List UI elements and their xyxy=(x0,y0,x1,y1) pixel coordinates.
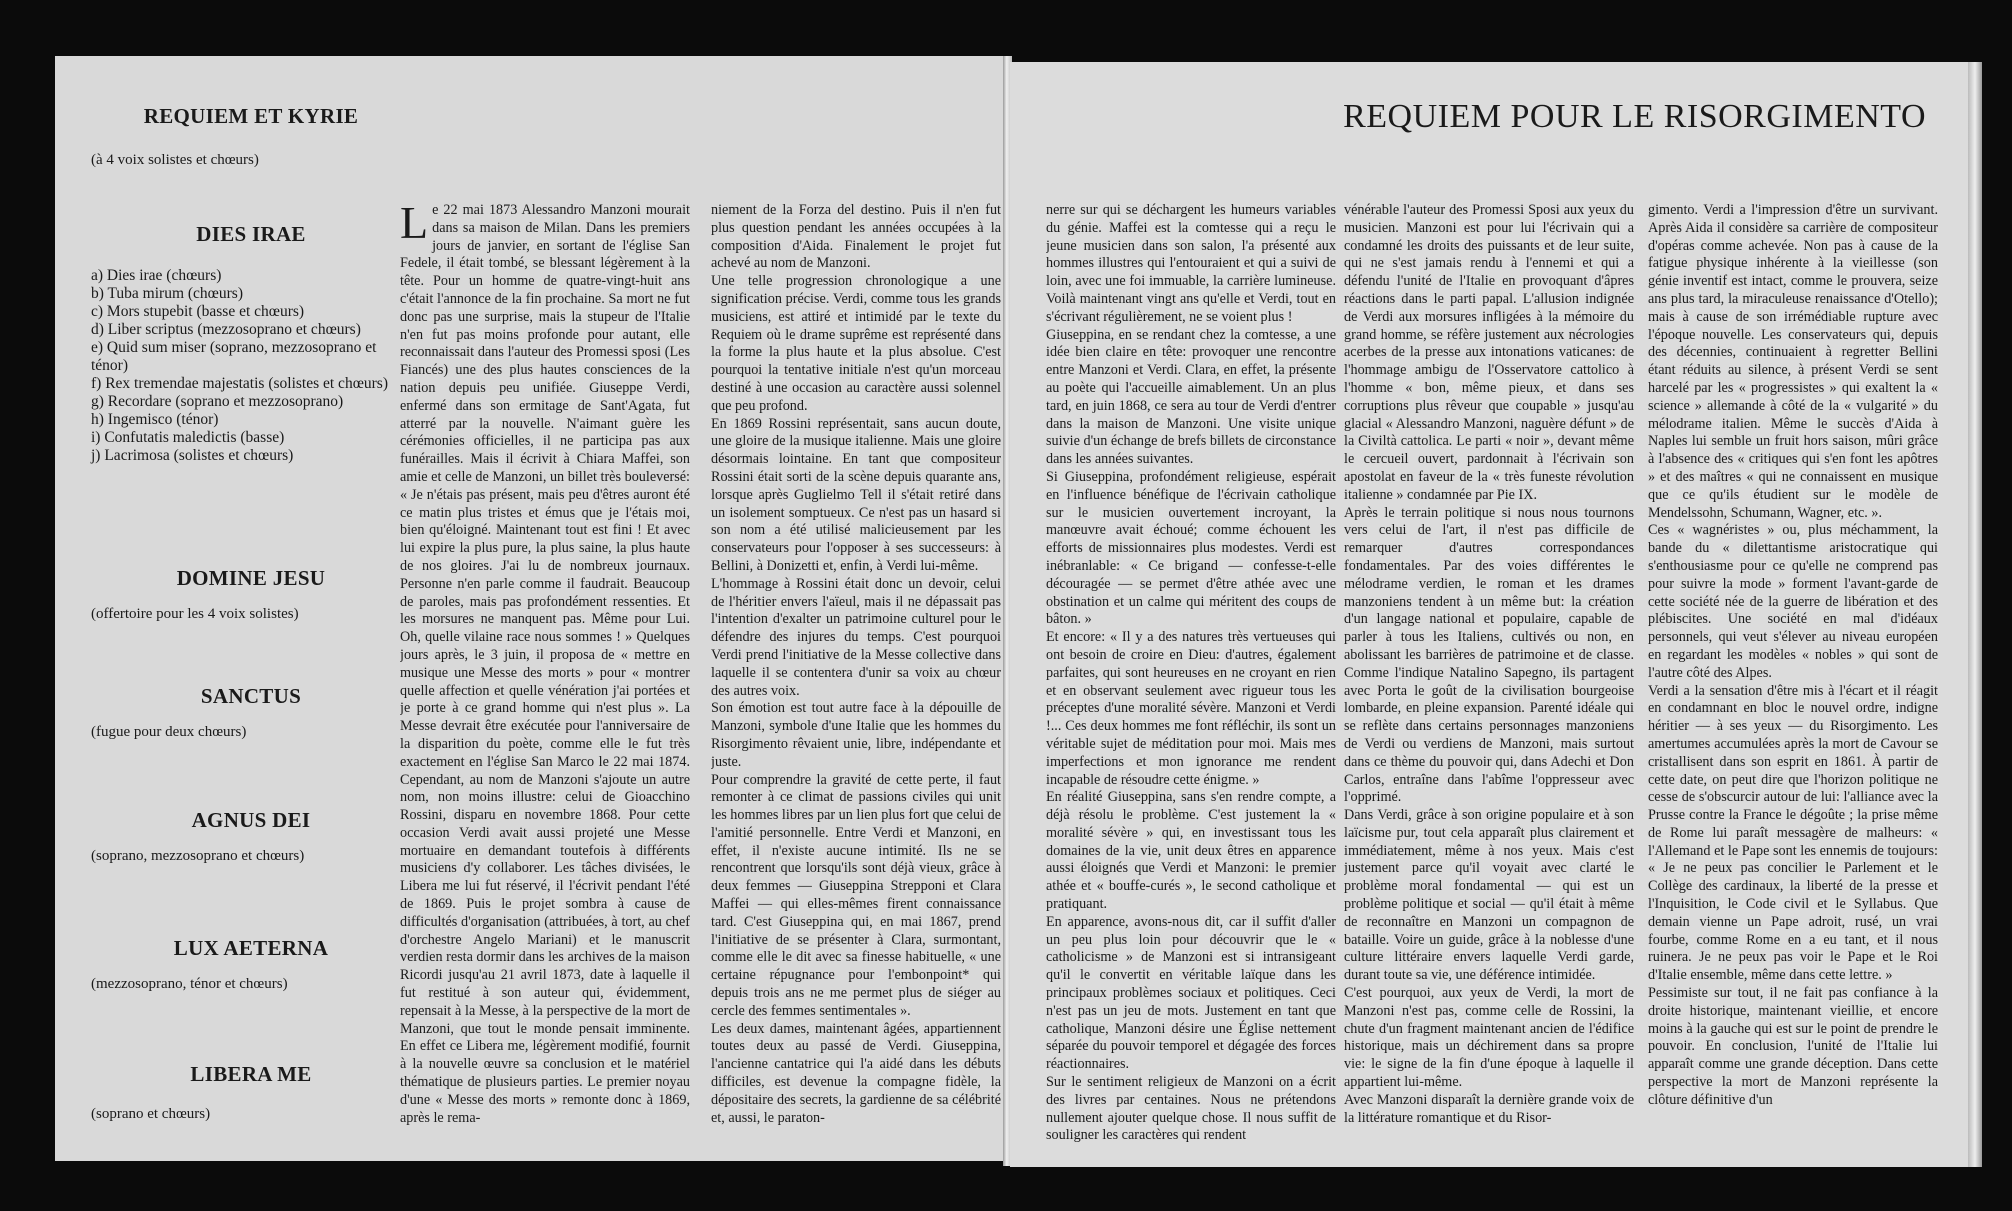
list-item: a) Dies irae (chœurs) xyxy=(91,267,222,284)
right-page xyxy=(1010,62,1968,1167)
paragraph: Son émotion est tout autre face à la dépouille de Manzoni, symbole d'une Italie que les hommes du Risorgimento rêvaient unie, libre, indépendante et juste. xyxy=(711,700,1001,770)
page-edge xyxy=(1968,62,1982,1167)
movement-title: LUX AETERNA xyxy=(173,936,329,960)
movement-libera-me xyxy=(91,1062,411,1124)
paragraph: En 1869 Rossini représentait, sans aucun doute, une gloire de la musique italienne. Mais une gloire désormais lointaine. En tant que compositeur Rossini était sorti de la scène depuis quarante ans, lorsque après Guglielmo Tell il s'était retiré dans un isolement somptueux. Ce n'est pas un hasard si son nom a été utilisé malicieusement par les conservateurs pour l'opposer à ses successeurs: à Bellini, à Donizetti et, enfin, à Verdi lui-même. xyxy=(711,415,1001,574)
paragraph: Les deux dames, maintenant âgées, appartiennent toutes deux au passé de Verdi. Giuseppina, l'ancienne cantatrice qui l'a aidé dans les débuts difficiles, est devenue la compagne fidèle, la dépositaire des secrets, la gardienne de sa célébrité et, aussi, le paraton- xyxy=(711,1020,1001,1126)
paragraph: niement de la Forza del destino. Puis il n'en fut plus question pendant les années occupées à la composition d'Aida. Finalement le projet fut achevé au nom de Manzoni. xyxy=(711,202,1001,272)
movement-lux-aeterna xyxy=(91,936,411,994)
movement-dies-irae xyxy=(91,222,411,465)
movement-title: SANCTUS xyxy=(200,684,302,708)
paragraph: Si Giuseppina, profondément religieuse, espérait en l'influence bénéfique de l'écrivain catholique sur le musicien ouvertement incroyant, la manœuvre avait échoué; comme échouent les efforts de missionnaires plus modestes. Verdi est inébranlable: « Ce brigand — confesse-t-elle découragée — se permet d'être athée avec une obstination et un calme qui méritent des coups de bâton. » xyxy=(1046,468,1336,628)
movement-domine-jesu xyxy=(91,566,411,624)
movement-subtitle: (soprano, mezzosoprano et chœurs) xyxy=(91,848,305,864)
movement-subtitle: (offertoire pour les 4 voix solistes) xyxy=(91,606,299,622)
paragraph: Pour comprendre la gravité de cette perte, il faut remonter à ce climat de passions civiles qui unit les hommes libres par un lien plus fort que celui de l'amitié personnelle. Entre Verdi et Manzoni, en effet, il n'existe aucune intimité. Ils ne se rencontrent que lorsqu'ils sont déjà vieux, grâce à deux femmes — Giuseppina Strepponi et Clara Maffei — qui elles-mêmes firent connaissance tard. C'est Giuseppina qui, en mai 1867, prend l'initiative de se présenter à Clara, surmontant, comme elle le dit avec sa finesse habituelle, « une certaine répugnance pour l'embonpoint* qui depuis trois ans ne me permet plus de siéger au cercle des femmes sentimentales ». xyxy=(711,771,1001,1019)
list-item: c) Mors stupebit (basse et chœurs) xyxy=(91,303,305,320)
list-item: g) Recordare (soprano et mezzosoprano) xyxy=(91,393,344,410)
list-item: i) Confutatis maledictis (basse) xyxy=(91,429,285,446)
list-item: e) Quid sum miser (soprano, mezzosoprano et ténor) xyxy=(91,339,377,374)
movement-title: REQUIEM ET KYRIE xyxy=(143,104,359,128)
movement-requiem-kyrie xyxy=(91,104,411,170)
drop-cap: L xyxy=(400,202,429,248)
movement-title: LIBERA ME xyxy=(190,1062,312,1086)
page-title: REQUIEM POUR LE RISORGIMENTO xyxy=(1343,98,1926,135)
paragraph: Pessimiste sur tout, il ne fait pas confiance à la droite historique, maintenant vieillie, et encore moins à la gauche qui est sur le point de prendre le pouvoir. En conclusion, l'unité de l'Italie lui apparaît comme une grande déception. Dans cette perspective la mort de Manzoni représente la clôture définitive d'un xyxy=(1648,985,1938,1108)
paragraph: gimento. Verdi a l'impression d'être un survivant. Après Aida il considère sa carrière de compositeur d'opéras comme achevée. Non pas à cause de la fatigue physique inhérente à la vieillesse (son génie inventif est intact, comme le prouvera, seize ans plus tard, la miraculeuse renaissance d'Otello); mais à cause de son irrémédiable rupture avec l'époque nouvelle. Les conservateurs qui, depuis des décennies, continuaient à regretter Bellini étant réduits au silence, à présent Verdi se sent harcelé par les « progressistes » qui exaltent la « science » allemande à côté de la « vulgarité » du mélodrame italien. Même le succès d'Aida à Naples lui semble un fruit hors saison, mûri grâce à l'absence des « critiques qui s'en font les apôtres » et des maîtres « qui ne connaissent en musique que ce qu'ils étudient sur le modèle de Mendelssohn, Schumann, Wagner, etc. ». xyxy=(1648,202,1938,521)
paragraph: Et encore: « Il y a des natures très vertueuses qui ont besoin de croire en Dieu: d'autres, également parfaites, qui sont heureuses en ne croyant en rien et en observant seulement avec rigueur tous les préceptes d'une moralité sévère. Manzoni et Verdi !... Ces deux hommes me font réfléchir, ils sont un véritable sujet de méditation pour moi. Mais mes imperfections et mon ignorance me rendent incapable de résoudre cette énigme. » xyxy=(1046,629,1336,788)
text-column-5 xyxy=(1648,202,1938,1152)
list-item: f) Rex tremendae majestatis (solistes et chœurs) xyxy=(91,375,388,392)
text-column-2 xyxy=(711,202,1001,1152)
paragraph: Ces « wagnéristes » ou, plus méchamment, la bande du « dilettantisme aristocratique qui s'enthousiasme pour ce qu'elle ne comprend pas pour suivre la mode » forment l'avant-garde de cette société née de la guerre de libération et des plébiscites. Une société en mal d'idéaux personnels, qui veut s'élever au niveau européen en regardant les modèles « nobles » qui sont de l'autre côté des Alpes. xyxy=(1648,522,1938,681)
text-column-1 xyxy=(400,202,690,1152)
dies-irae-list xyxy=(91,267,411,465)
text-column-3 xyxy=(1046,202,1336,1152)
list-item: h) Ingemisco (ténor) xyxy=(91,411,219,428)
movement-subtitle: (soprano et chœurs) xyxy=(91,1106,211,1122)
text-column-4 xyxy=(1344,202,1634,1152)
paragraph: vénérable l'auteur des Promessi Sposi aux yeux du musicien. Manzoni est pour lui l'écrivain qui a condamné les droits des puissants et de leur suite, qui ne s'est jamais rendu à l'ennemi et qui a défendu l'unité de l'Italie en provoquant d'âpres réactions dans le parti papal. L'allusion indignée de Verdi aux morsures infligées à la mémoire du grand homme, se réfère justement aux nécrologies acerbes de la presse aux intonations vaticanes: de l'hommage ambigu de l'Osservatore cattolico à l'homme « bon, même pieux, et dans ses corruptions plus rêveur que coupable » jusqu'au glacial « Alessandro Manzoni, naguère défunt » de la Civiltà cattolica. Le parti « noir », devant même le cercueil ouvert, pardonnait à l'écrivain son apostolat en faveur de la « très funeste révolution italienne » condamnée par Pie IX. xyxy=(1344,202,1634,503)
movement-sanctus xyxy=(91,684,411,742)
paragraph: C'est pourquoi, aux yeux de Verdi, la mort de Manzoni n'est pas, comme celle de Rossini, la chute d'un fragment maintenant ancien de l'édifice historique, mais un déchirement dans sa propre vie: le signe de la fin d'une époque à laquelle il appartient lui-même. xyxy=(1344,985,1634,1091)
movement-title: DOMINE JESU xyxy=(176,566,326,590)
paragraph: Giuseppina, en se rendant chez la comtesse, a une idée bien claire en tête: provoquer une rencontre entre Manzoni et Verdi. Clara, en effet, la présente au poète qui l'accueille aimablement. Un an plus tard, en juin 1868, ce sera au tour de Verdi d'entrer dans la maison de Manzoni. Une visite unique suivie d'un échange de brefs billets de circonstance dans les années suivantes. xyxy=(1046,326,1336,468)
paragraph: Sur le sentiment religieux de Manzoni on a écrit des livres par centaines. Nous ne prétendons nullement ajouter quelque chose. Il nous suffit de souligner les caractères qui rendent xyxy=(1046,1074,1336,1144)
movement-subtitle: (fugue pour deux chœurs) xyxy=(91,724,247,740)
paragraph: Une telle progression chronologique a une signification précise. Verdi, comme tous les grands musiciens, est attiré et intimidé par le texte du Requiem où le drame suprême est représenté dans la forme la plus haute et la plus absolue. C'est pourquoi la tentative initiale n'est qu'un morceau destiné à une occasion au caractère aussi solennel que peu profond. xyxy=(711,273,1001,414)
movement-agnus-dei xyxy=(91,808,411,866)
movement-title: DIES IRAE xyxy=(196,222,306,246)
movement-subtitle: (à 4 voix solistes et chœurs) xyxy=(91,152,259,168)
paragraph: Le 22 mai 1873 Alessandro Manzoni mourait dans sa maison de Milan. Dans les premiers jours de janvier, en sortant de l'église San Fedele, il était tombé, se blessant légèrement à la tête. Pour un homme de quatre-vingt-huit ans c'était l'annonce de la fin prochaine. Sa mort ne fut donc pas une surprise, mais la stupeur de l'Italie n'en fut pas moins profonde pour autant, elle reconnaissait dans l'auteur des Promessi sposi (Les Fiancés) une des plus hautes consciences de la nation depuis peu unifiée. Giuseppe Verdi, enfermé dans son ermitage de Sant'Agata, fut atterré par la nouvelle. N'aimant guère les cérémonies officielles, il ne participa pas aux funérailles. Mais il écrivit à Chiara Maffei, son amie et celle de Manzoni, un billet très bouleversé: « Je n'étais pas présent, mais peu d'êtres auront été ce matin plus tristes et émus que je l'étais moi, bien qu'éloigné. Maintenant tout est fini ! Et avec lui expire la plus pure, la plus saine, la plus haute de nos gloires. J'ai lu de nombreux journaux. Personne n'en parle comme il faudrait. Beaucoup de paroles, mais pas profondément ressenties. Et les morsures ne manquent pas. Même pour Lui. Oh, quelle vilaine race nous sommes ! » Quelques jours après, le 3 juin, il proposa de « mettre en musique une Messe des morts » pour « montrer quelle affection et quelle vénération j'ai portées et je porte à ce grand homme qui n'est plus ». La Messe devrait être exécutée pour l'anniversaire de la disparition du poète, comme elle le fut très exactement en l'église San Marco le 22 mai 1874. Cependant, au nom de Manzoni s'ajoute un autre nom, non moins illustre: celui de Gioacchino Rossini, disparu en novembre 1868. Pour cette occasion Verdi avait aussi projeté une Messe mortuaire en demandant toutefois à différents musiciens d'y collaborer. Les tâches divisées, le Libera me lui fut réservé, il l'écrivit pendant l'été de 1869. Puis le projet sombra à cause de difficultés d'organisation (attribuées, à tort, au chef d'orchestre Angelo Mariani) et le manuscrit verdien resta dormir dans les archives de la maison Ricordi jusqu'au 21 avril 1873, date à laquelle il fut restitué à son auteur qui, évidemment, repensait à la Messe, à la perspective de la mort de Manzoni, que tout le monde pensait imminente. En effet ce Libera me, légèrement modifié, fournit à la nouvelle œuvre sa conclusion et le matériel thématique de plusieurs parties. Le premier noyau d'une « Messe des morts » remonte donc à 1869, après le rema- xyxy=(400,202,690,1126)
paragraph: Verdi a la sensation d'être mis à l'écart et il réagit en condamnant en bloc le nouvel ordre, indigne héritier — à ses yeux — du Risorgimento. Les amertumes accumulées après la mort de Cavour se cristallisent dans son esprit en 1861. À partir de cette date, on peut dire que l'horizon politique ne cesse de s'obscurcir autour de lui: l'alliance avec la Prusse contre la France le dégoûte ; la prise même de Rome lui paraît messagère de malheurs: « l'Allemand et le Pape sont les ennemis de toujours: « Je ne peux pas concilier le Parlement et le Collège des cardinaux, la liberté de la presse et l'Inquisition, le Code civil et le Syllabus. Que demain vienne un Pape adroit, rusé, un vrai fourbe, comme Rome en a eu tant, et il nous ruinera. Je ne peux pas voir le Pape et le Roi d'Italie ensemble, même dans cette lettre. » xyxy=(1648,682,1938,984)
paragraph: Après le terrain politique si nous nous tournons vers celui de l'art, il n'est pas difficile de remarquer d'autres correspondances fondamentales. Par des voies différentes le mélodrame verdien, le roman et les drames manzoniens tendent à un même but: la création d'un langage national et populaire, capable de parler à tous les Italiens, cultivés ou non, en abolissant les barrières de patrimoine et de classe. Comme l'indique Natalino Sapegno, ils partagent avec Porta le goût de la civilisation bourgeoise lombarde, en pleine expansion. Parenté idéale qui se reflète dans certains personnages manzoniens de Verdi ou verdiens de Manzoni, mais surtout dans ce thème du pouvoir qui, dans Adechi et Don Carlos, entraîne dans l'abîme l'oppresseur avec l'opprimé. xyxy=(1344,504,1634,806)
list-item: j) Lacrimosa (solistes et chœurs) xyxy=(91,447,294,464)
paragraph: En réalité Giuseppina, sans s'en rendre compte, a déjà résolu le problème. C'est justement la « moralité sévère » qui, en investissant tous les domaines de la vie, unit deux êtres en apparence aussi éloignés que Verdi et Manzoni: le premier athée et « bouffe-curés », le second catholique et pratiquant. xyxy=(1046,789,1336,913)
list-item: b) Tuba mirum (chœurs) xyxy=(91,285,243,302)
list-item: d) Liber scriptus (mezzosoprano et chœurs) xyxy=(91,321,361,338)
paragraph: En apparence, avons-nous dit, car il suffit d'aller un peu plus loin pour découvrir que le « catholicisme » de Manzoni est si intransigeant qu'il le convertit en véritable laïque dans les principaux problèmes sociaux et politiques. Ceci n'est pas un jeu de mots. Justement en tant que catholique, Manzoni désire une Église nettement séparée du pouvoir temporel et dégagée des forces réactionnaires. xyxy=(1046,913,1336,1073)
paragraph: L'hommage à Rossini était donc un devoir, celui de l'héritier envers l'aïeul, mais il ne dépassait pas l'intention d'exalter un patrimoine culturel pour le défendre des injures du temps. C'est pourquoi Verdi prend l'initiative de la Messe collective dans laquelle il se contentera d'unir sa voix au chœur des autres voix. xyxy=(711,575,1001,699)
paragraph: Dans Verdi, grâce à son origine populaire et à son laïcisme pur, tout cela apparaît plus clairement et immédiatement, même à nos yeux. Mais c'est justement parce qu'il voyait avec clarté le problème moral fondamental — qui est un problème politique et social — qu'il était à même de reconnaître en Manzoni un compagnon de bataille. Voire un guide, grâce à la noblesse d'une culture littéraire envers laquelle Verdi garde, durant toute sa vie, une déférence intimidée. xyxy=(1344,807,1634,984)
left-page xyxy=(55,56,1005,1161)
paragraph: nerre sur qui se déchargent les humeurs variables du génie. Maffei est la comtesse qui a reçu le jeune musicien dans son salon, l'a présenté aux hommes illustres qui l'entouraient et qui a suivi de loin, avec une foi immuable, la carrière lumineuse. Voilà maintenant vingt ans qu'elle et Verdi, tout en s'écrivant régulièrement, ne se voient plus ! xyxy=(1046,202,1336,325)
paragraph: Avec Manzoni disparaît la dernière grande voix de la littérature romantique et du Risor- xyxy=(1344,1091,1634,1126)
movement-subtitle: (mezzosoprano, ténor et chœurs) xyxy=(91,976,288,992)
movement-title: AGNUS DEI xyxy=(191,808,311,832)
